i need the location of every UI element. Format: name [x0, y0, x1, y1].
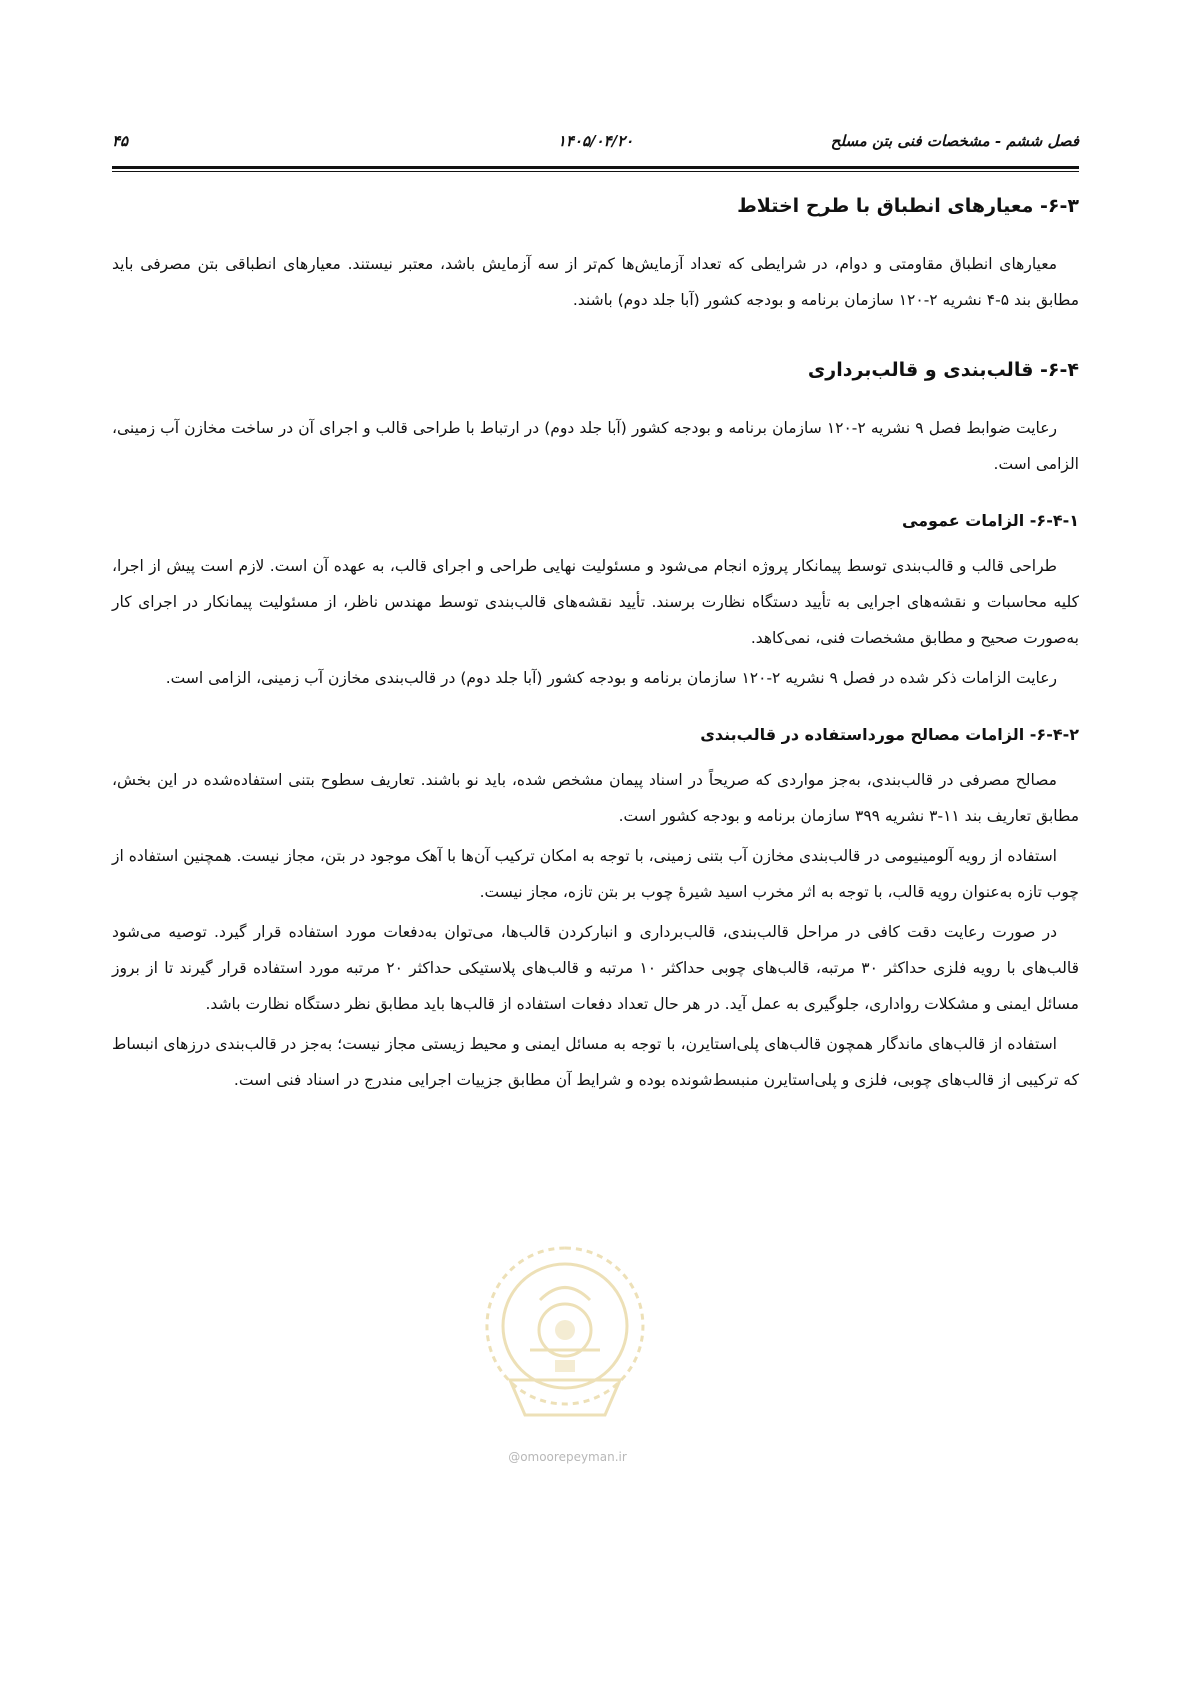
header-rule-thin: [112, 171, 1079, 172]
paragraph: معیارهای انطباق مقاومتی و دوام، در شرایطی که تعداد آزمایش‌ها کم‌تر از سه آزمایش باشد، معتبر نیستند. معیارهای انطباقی بتن مصرفی باید مطابق بند ۵-۴ نشریه ۲-۱۲۰ سازمان برنامه و بودجه کشور (آبا جلد دوم) باشند.: [112, 255, 1079, 309]
paragraph: رعایت ضوابط فصل ۹ نشریه ۲-۱۲۰ سازمان برنامه و بودجه کشور (آبا جلد دوم) در ارتباط با طراحی قالب و اجرای آن در ساخت مخازن آب زمینی، الزامی است.: [112, 419, 1079, 473]
paragraph: مصالح مصرفی در قالب‌بندی، به‌جز مواردی که صریحاً در اسناد پیمان مشخص شده، باید نو باشند. تعاریف سطوح بتنی استفاده‌شده در این بخش، مطابق تعاریف بند ۱۱-۳ نشریه ۳۹۹ سازمان برنامه و بودجه کشور است.: [112, 771, 1079, 825]
paragraph: در صورت رعایت دقت کافی در مراحل قالب‌بندی، قالب‌برداری و انبارکردن قالب‌ها، می‌توان به‌دفعات مورد استفاده قرار گیرد. توصیه می‌شود قالب‌های با رویه فلزی حداکثر ۳۰ مرتبه، قالب‌های چوبی حداکثر ۱۰ مرتبه و قالب‌های پلاستیکی حداکثر ۲۰ مرتبه مورد استفاده قرار گیرند تا از بروز مسائل ایمنی و مشکلات رواداری، جلوگیری به عمل آید. در هر حال تعداد دفعات استفاده از قالب‌ها باید مطابق نظر دستگاه نظارت باشد.: [112, 923, 1079, 1013]
chapter-title: فصل ششم - مشخصات فنی بتن مسلح: [830, 132, 1079, 150]
watermark-text: @omoorepeyman.ir: [508, 1450, 627, 1464]
section-heading-6-4: ۶-۴- قالب‌بندی و قالب‌برداری: [807, 359, 1079, 381]
section-heading-6-3: ۶-۳- معیارهای انطباق با طرح اختلاط: [737, 195, 1079, 217]
page-number: ۴۵: [112, 132, 129, 150]
seal-logo-icon: [470, 1230, 660, 1430]
header-date: ۱۴۰۵/۰۴/۲۰: [557, 132, 634, 150]
paragraph: طراحی قالب و قالب‌بندی توسط پیمانکار پروژه انجام می‌شود و مسئولیت نهایی طراحی و اجرای قالب، به عهده آن است. لازم است پیش از اجرا، کلیه محاسبات و نقشه‌های اجرایی به تأیید دستگاه نظارت برسند. تأیید نقشه‌های قالب‌بندی توسط مهندس ناظر، از مسئولیت پیمانکار در اجرای کار به‌صورت صحیح و مطابق مشخصات فنی، نمی‌کاهد.: [112, 557, 1079, 647]
running-header: [112, 128, 1079, 158]
header-rule: [112, 166, 1079, 169]
page-body: [112, 188, 1079, 1098]
paragraph: استفاده از قالب‌های ماندگار همچون قالب‌های پلی‌استایرن، با توجه به مسائل ایمنی و محیط زیستی مجاز نیست؛ به‌جز در قالب‌بندی درزهای انبساط که ترکیبی از قالب‌های چوبی، فلزی و پلی‌استایرن منبسط‌شونده بوده و شرایط آن مطابق جزییات اجرایی مندرج در اسناد فنی است.: [112, 1035, 1079, 1089]
paragraph: استفاده از رویه آلومینیومی در قالب‌بندی مخازن آب بتنی زمینی، با توجه به امکان ترکیب آن‌ها با آهک موجود در بتن، مجاز نیست. همچنین استفاده از چوب تازه به‌عنوان رویه قالب، با توجه به اثر مخرب اسید شیرهٔ چوب بر بتن تازه، مجاز نیست.: [112, 847, 1079, 901]
section-heading-6-4-1: ۶-۴-۱- الزامات عمومی: [901, 511, 1079, 530]
section-heading-6-4-2: ۶-۴-۲- الزامات مصالح مورداستفاده در قالب‌بندی: [700, 725, 1079, 744]
paragraph: رعایت الزامات ذکر شده در فصل ۹ نشریه ۲-۱۲۰ سازمان برنامه و بودجه کشور (آبا جلد دوم) در قالب‌بندی مخازن آب زمینی، الزامی است.: [165, 669, 1057, 687]
